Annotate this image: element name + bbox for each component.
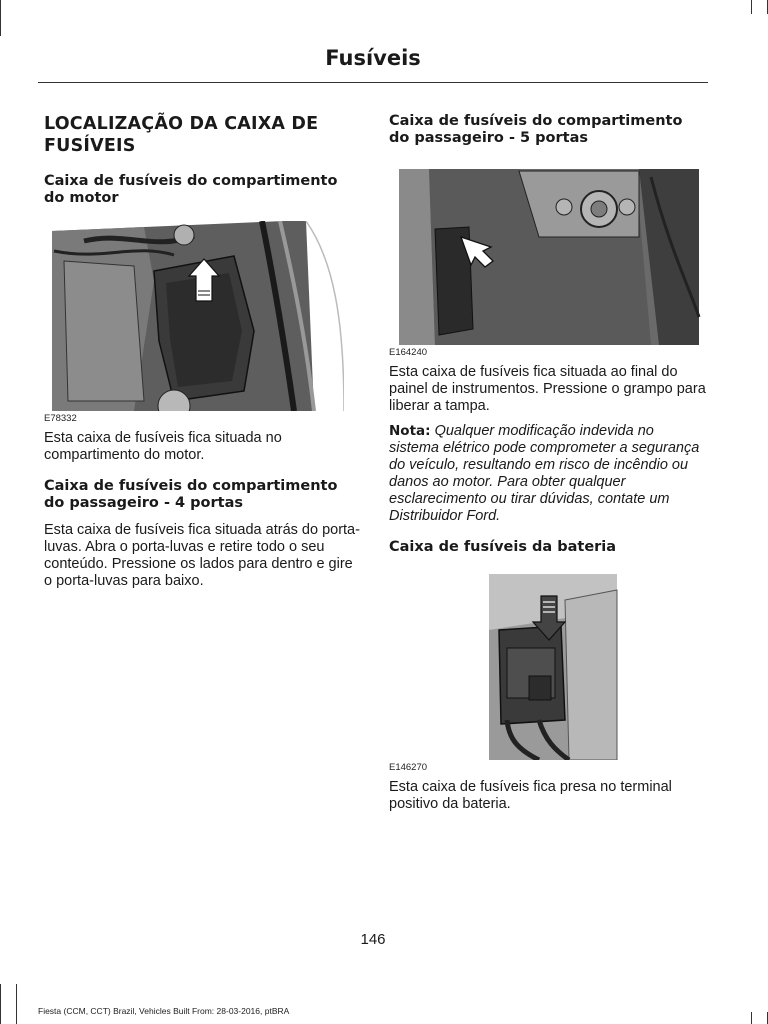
engine-fusebox-figure	[44, 221, 362, 424]
page-number: 146	[360, 931, 386, 948]
figure-code: E78332	[44, 413, 77, 424]
passenger5-fusebox-description: Esta caixa de fusíveis fica situada ao final do painel de instrumentos. Pressione o grampo para liberar a tampa.	[389, 364, 706, 414]
engine-fusebox-heading: Caixa de fusíveis do compartimento do motor	[44, 173, 338, 206]
battery-fusebox-heading: Caixa de fusíveis da bateria	[389, 539, 617, 555]
left-column	[44, 113, 362, 600]
passenger4-fusebox-description: Esta caixa de fusíveis fica situada atrás do porta-luvas. Abra o porta-luvas e retire todo o seu conteúdo. Pressione os lados para dentro e gire o porta-luvas para baixo.	[44, 522, 360, 589]
engine-fusebox-description: Esta caixa de fusíveis fica situada no compartimento do motor.	[44, 430, 282, 463]
crop-mark	[0, 984, 1, 1024]
crop-mark	[16, 984, 17, 1024]
note-text: Qualquer modificação indevida no sistema elétrico pode comprometer a segurança do veículo, resultando em risco de incêndio ou danos ao motor. Para obter qualquer esclarecimento ou tirar dúvidas, contate um Distribuidor Ford.	[389, 423, 700, 524]
document-footer: Fiesta (CCM, CCT) Brazil, Vehicles Built From: 28-03-2016, ptBRA	[38, 1006, 290, 1016]
section-heading: LOCALIZAÇÃO DA CAIXA DE FUSÍVEIS	[44, 114, 319, 156]
crop-mark	[751, 0, 752, 14]
figure-code: E164240	[389, 347, 428, 358]
dashboard-illustration	[389, 167, 701, 345]
right-column	[389, 113, 707, 823]
passenger4-fusebox-heading: Caixa de fusíveis do compartimento do passageiro - 4 portas	[44, 478, 338, 511]
engine-compartment-illustration	[44, 221, 344, 411]
passenger5-fusebox-figure	[389, 167, 707, 358]
passenger5-fusebox-heading: Caixa de fusíveis do compartimento do passageiro - 5 portas	[389, 113, 683, 146]
title-divider	[38, 82, 708, 83]
battery-illustration	[389, 570, 701, 760]
safety-note	[389, 423, 707, 525]
crop-mark	[0, 0, 1, 36]
battery-fusebox-description: Esta caixa de fusíveis fica presa no terminal positivo da bateria.	[389, 779, 672, 812]
battery-fusebox-figure	[389, 570, 707, 773]
crop-mark	[751, 1012, 752, 1024]
page-title: Fusíveis	[325, 46, 421, 70]
note-label: Nota:	[389, 423, 431, 439]
figure-code: E146270	[389, 762, 428, 773]
